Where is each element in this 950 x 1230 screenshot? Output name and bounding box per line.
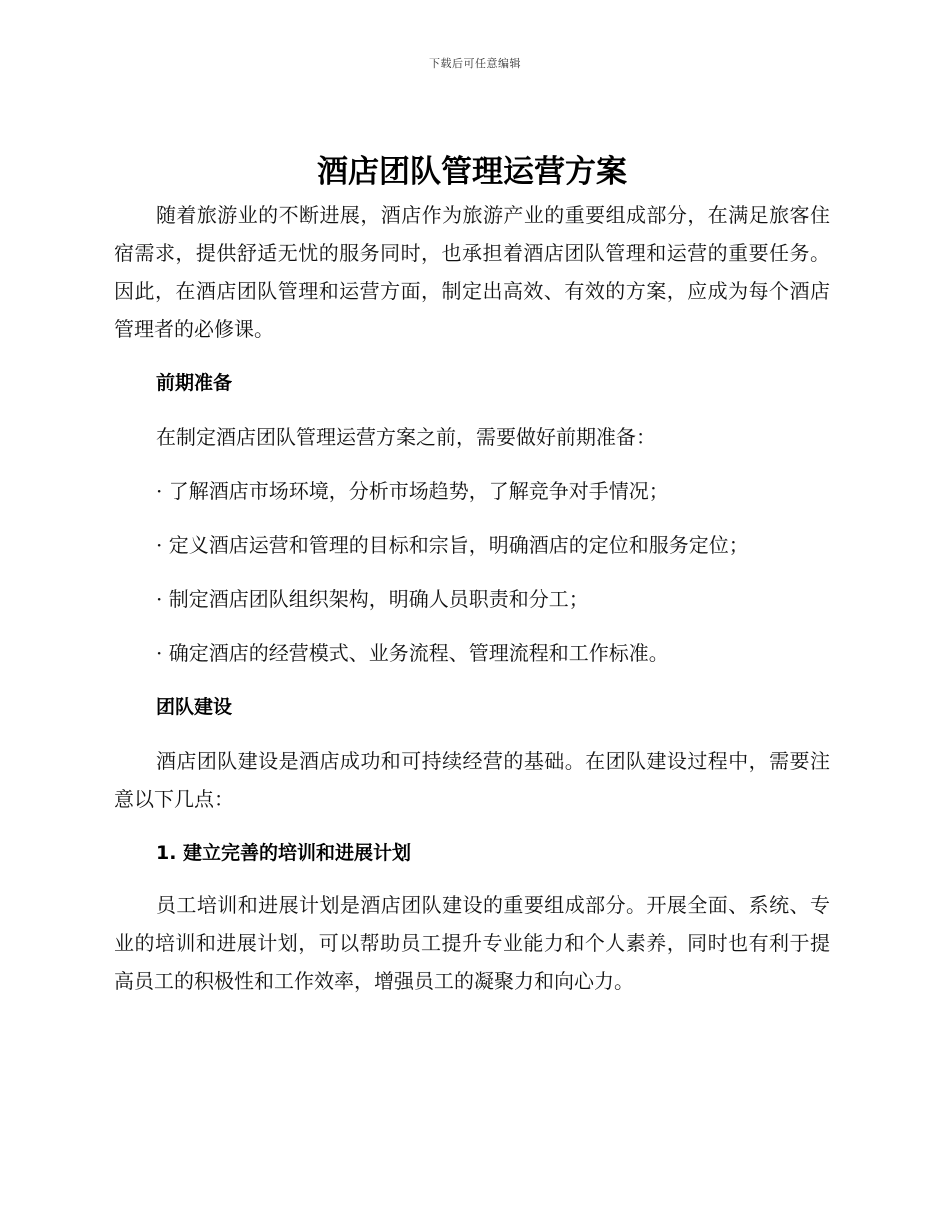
section-heading-team-building: 团队建设: [156, 696, 233, 718]
subsection-heading-training: 1. 建立完善的培训和进展计划: [156, 842, 412, 864]
section-lead-team-building: 酒店团队建设是酒店成功和可持续经营的基础。在团队建设过程中，需要注意以下几点：: [114, 749, 830, 811]
header-note: 下载后可任意编辑: [429, 57, 521, 70]
document-title: 酒店团队管理运营方案: [317, 154, 627, 190]
list-item: · 了解酒店市场环境，分析市场趋势，了解竞争对手情况；: [156, 479, 669, 503]
section-heading-preparation: 前期准备: [156, 372, 233, 394]
document-content: [114, 150, 830, 1000]
list-item: · 定义酒店运营和管理的目标和宗旨，明确酒店的定位和服务定位；: [156, 533, 749, 557]
list-item: · 确定酒店的经营模式、业务流程、管理流程和工作标准。: [156, 641, 669, 665]
subsection-body-training: 员工培训和进展计划是酒店团队建设的重要组成部分。开展全面、系统、专业的培训和进展计划，可以帮助员工提升专业能力和个人素养，同时也有利于提高员工的积极性和工作效率，增强员工的凝聚力和向心力。: [114, 893, 830, 993]
intro-paragraph: 随着旅游业的不断进展，酒店作为旅游产业的重要组成部分，在满足旅客住宿需求，提供舒适无忧的服务同时，也承担着酒店团队管理和运营的重要任务。因此，在酒店团队管理和运营方面，制定出高效、有效的方案，应成为每个酒店管理者的必修课。: [114, 203, 830, 341]
section-lead-preparation: 在制定酒店团队管理运营方案之前，需要做好前期准备：: [156, 425, 656, 449]
list-item: · 制定酒店团队组织架构，明确人员职责和分工；: [156, 587, 589, 611]
